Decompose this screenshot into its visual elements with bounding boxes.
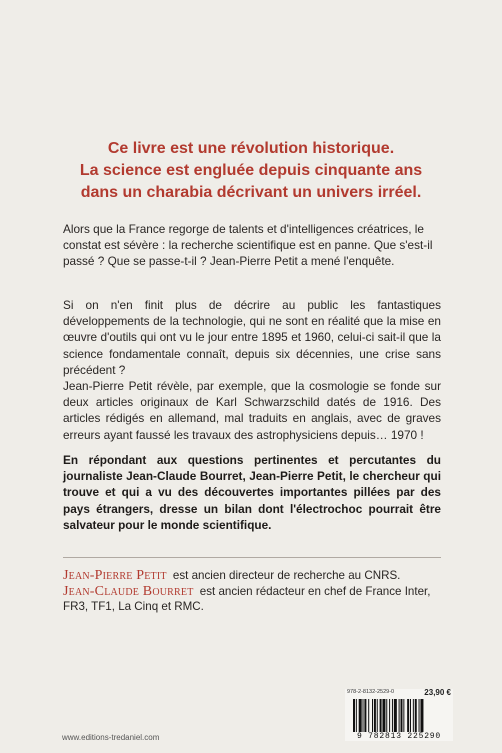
headline-line-1: Ce livre est une révolution historique. bbox=[107, 140, 395, 157]
author-name: Jean-Claude Bourret bbox=[63, 583, 194, 599]
barcode-bar bbox=[374, 699, 376, 732]
barcode-bar bbox=[386, 699, 387, 732]
barcode-bar bbox=[364, 699, 366, 732]
barcode-bar bbox=[363, 699, 364, 732]
barcode-bar bbox=[356, 699, 357, 732]
barcode-bar bbox=[382, 699, 385, 732]
headline-line-3: dans un charabia décrivant un univers irréel. bbox=[80, 184, 422, 201]
barcode-digits: 9 782813 225290 bbox=[356, 732, 441, 741]
barcode-bar bbox=[407, 699, 409, 732]
barcode-bar bbox=[394, 699, 397, 732]
author-description: est ancien rédacteur en chef de France Inter, FR3, TF1, La Cinq et RMC. bbox=[63, 584, 431, 614]
barcode-bar bbox=[401, 699, 403, 732]
author-bios bbox=[63, 568, 441, 615]
barcode-bar bbox=[415, 699, 417, 732]
price-text: 23,90 € bbox=[424, 688, 451, 697]
barcode-bar bbox=[389, 699, 390, 732]
barcode-bar bbox=[353, 699, 355, 732]
intro-paragraph bbox=[63, 221, 441, 270]
paragraph-2b: Jean-Pierre Petit révèle, par exemple, que la cosmologie se fonde sur deux articles originaux de Karl Schwarzschild datés de 1916. Des articles rédigés en allemand, mal traduits en anglais, avec de graves erreurs ayant faussé les travaux des astrophysiciens depuis… 1970 ! bbox=[63, 379, 441, 442]
paragraph-3: En répondant aux questions pertinentes et percutantes du journaliste Jean-Claude Bourret, Jean-Pierre Petit, le chercheur qui trouve et qui a vu des découvertes importantes pillées par des pays étrangers, dresse un bilan dont l'électrochoc pourrait être salvateur pour le monde scientifique. bbox=[63, 453, 441, 532]
author-description: est ancien directeur de recherche au CNRS. bbox=[172, 569, 401, 582]
barcode-bar bbox=[420, 699, 423, 732]
headline bbox=[30, 138, 472, 204]
main-paragraph bbox=[63, 297, 441, 443]
isbn-text: 978-2-8132-2529-0 bbox=[347, 689, 395, 695]
divider bbox=[63, 557, 441, 558]
barcode-bar bbox=[413, 699, 414, 732]
barcode-icon bbox=[353, 699, 445, 732]
barcode-bar bbox=[359, 699, 362, 732]
barcode-bar bbox=[419, 699, 420, 732]
barcode-bar bbox=[368, 699, 369, 732]
barcode-bar bbox=[403, 699, 404, 732]
author-name: Jean-Pierre Petit bbox=[63, 568, 167, 583]
publisher-website: www.editions-tredaniel.com bbox=[62, 733, 160, 742]
bio-petit bbox=[63, 568, 441, 584]
bio-bourret bbox=[63, 584, 441, 615]
barcode-block bbox=[345, 689, 453, 741]
barcode-bar bbox=[410, 699, 411, 732]
barcode-bar bbox=[399, 699, 400, 732]
headline-line-2: La science est engluée depuis cinquante ans bbox=[79, 162, 423, 179]
barcode-bar bbox=[372, 699, 373, 732]
paragraph-2a: Si on n'en finit plus de décrire au public les fantastiques développements de la technologie, qui ne sont en réalité que la mise en œuvre d'outils qui ont vu le jour entre 1895 et 1960, celui-ci sait-il que la science fondamentale connaît, depuis six décennies, une crise sans précédent ? bbox=[63, 298, 441, 377]
barcode-bar bbox=[380, 699, 382, 732]
paragraph-1: Alors que la France regorge de talents et d'intelligences créatrices, le constat est sévère : la recherche scientifique est en panne. Que s'est-il passé ? Que se passe-t-il ? Jean-Pierre Petit a mené l'enquête. bbox=[63, 222, 433, 269]
bold-paragraph bbox=[63, 452, 441, 533]
barcode-bar bbox=[392, 699, 393, 732]
barcode-bar bbox=[377, 699, 378, 732]
